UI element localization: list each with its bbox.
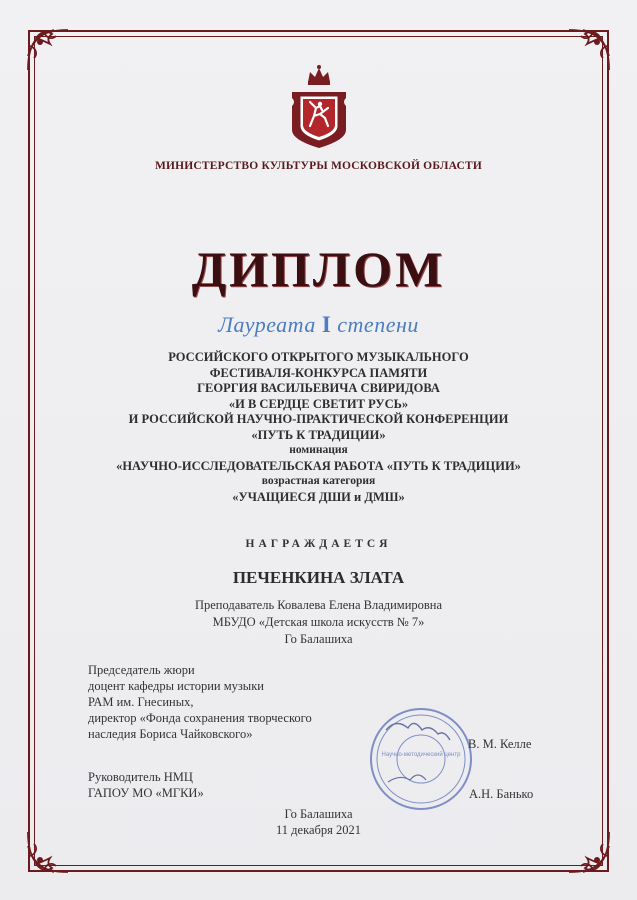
festival-block: [40, 350, 597, 505]
jury-line: доцент кафедры истории музыки: [88, 679, 264, 693]
corner-ornament: [18, 20, 78, 80]
awarded-label: НАГРАЖДАЕТСЯ: [245, 538, 392, 550]
festival-line: РОССИЙСКОГО ОТКРЫТОГО МУЗЫКАЛЬНОГО: [168, 350, 469, 364]
laureate-degree: [40, 312, 597, 338]
footer-city: Го Балашиха: [284, 807, 353, 821]
footer-block: [40, 806, 597, 838]
jury-line: Председатель жюри: [88, 663, 195, 677]
nmc-line: ГАПОУ МО «МГКИ»: [88, 786, 204, 800]
official-stamp: [368, 706, 474, 812]
laureate-prefix: Лауреата: [218, 312, 316, 337]
age-category-label: возрастная категория: [261, 475, 376, 487]
coat-of-arms-icon: [286, 62, 352, 150]
festival-line: ФЕСТИВАЛЯ-КОНКУРСА ПАМЯТИ: [209, 365, 428, 380]
issue-date: 11 декабря 2021: [276, 823, 361, 837]
jury-chair-block: [88, 662, 312, 742]
nmc-head-block: [88, 769, 204, 801]
festival-line: И РОССИЙСКОЙ НАУЧНО-ПРАКТИЧЕСКОЙ КОНФЕРЕНЦИИ: [128, 412, 509, 426]
festival-line: «И В СЕРДЦЕ СВЕТИТ РУСЬ»: [228, 396, 409, 411]
jury-line: РАМ им. Гнесиных,: [88, 695, 194, 709]
jury-line: директор «Фонда сохранения творческого: [88, 711, 312, 725]
teacher-name: Преподаватель Ковалева Елена Владимировна: [194, 598, 443, 612]
stamp-text: Научно-методический центр: [381, 752, 461, 758]
festival-line: ГЕОРГИЯ ВАСИЛЬЕВИЧА СВИРИДОВА: [197, 381, 440, 395]
school-city: Го Балашиха: [284, 632, 353, 646]
recipient-name: ПЕЧЕНКИНА ЗЛАТА: [232, 568, 405, 587]
jury-chair-signer: В. М. Келле: [468, 737, 532, 751]
laureate-suffix: степени: [337, 312, 419, 337]
ministry-header: МИНИСТЕРСТВО КУЛЬТУРЫ МОСКОВСКОЙ ОБЛАСТИ: [154, 160, 483, 172]
nomination: «НАУЧНО-ИССЛЕДОВАТЕЛЬСКАЯ РАБОТА «ПУТЬ К ТРАДИЦИИ»: [116, 458, 521, 473]
nmc-line: Руководитель НМЦ: [88, 770, 193, 784]
nomination-label: номинация: [289, 444, 348, 456]
corner-ornament: [559, 20, 619, 80]
laureate-degree-number: I: [321, 312, 332, 337]
school-name: МБУДО «Детская школа искусств № 7»: [212, 615, 425, 629]
teacher-block: [40, 597, 597, 648]
age-category: «УЧАЩИЕСЯ ДШИ и ДМШ»: [232, 489, 405, 504]
festival-line: «ПУТЬ К ТРАДИЦИИ»: [251, 427, 386, 442]
jury-line: наследия Бориса Чайковского»: [88, 727, 253, 741]
diploma-title: ДИПЛОМ: [191, 241, 446, 297]
nmc-head-signer: А.Н. Банько: [469, 787, 534, 801]
